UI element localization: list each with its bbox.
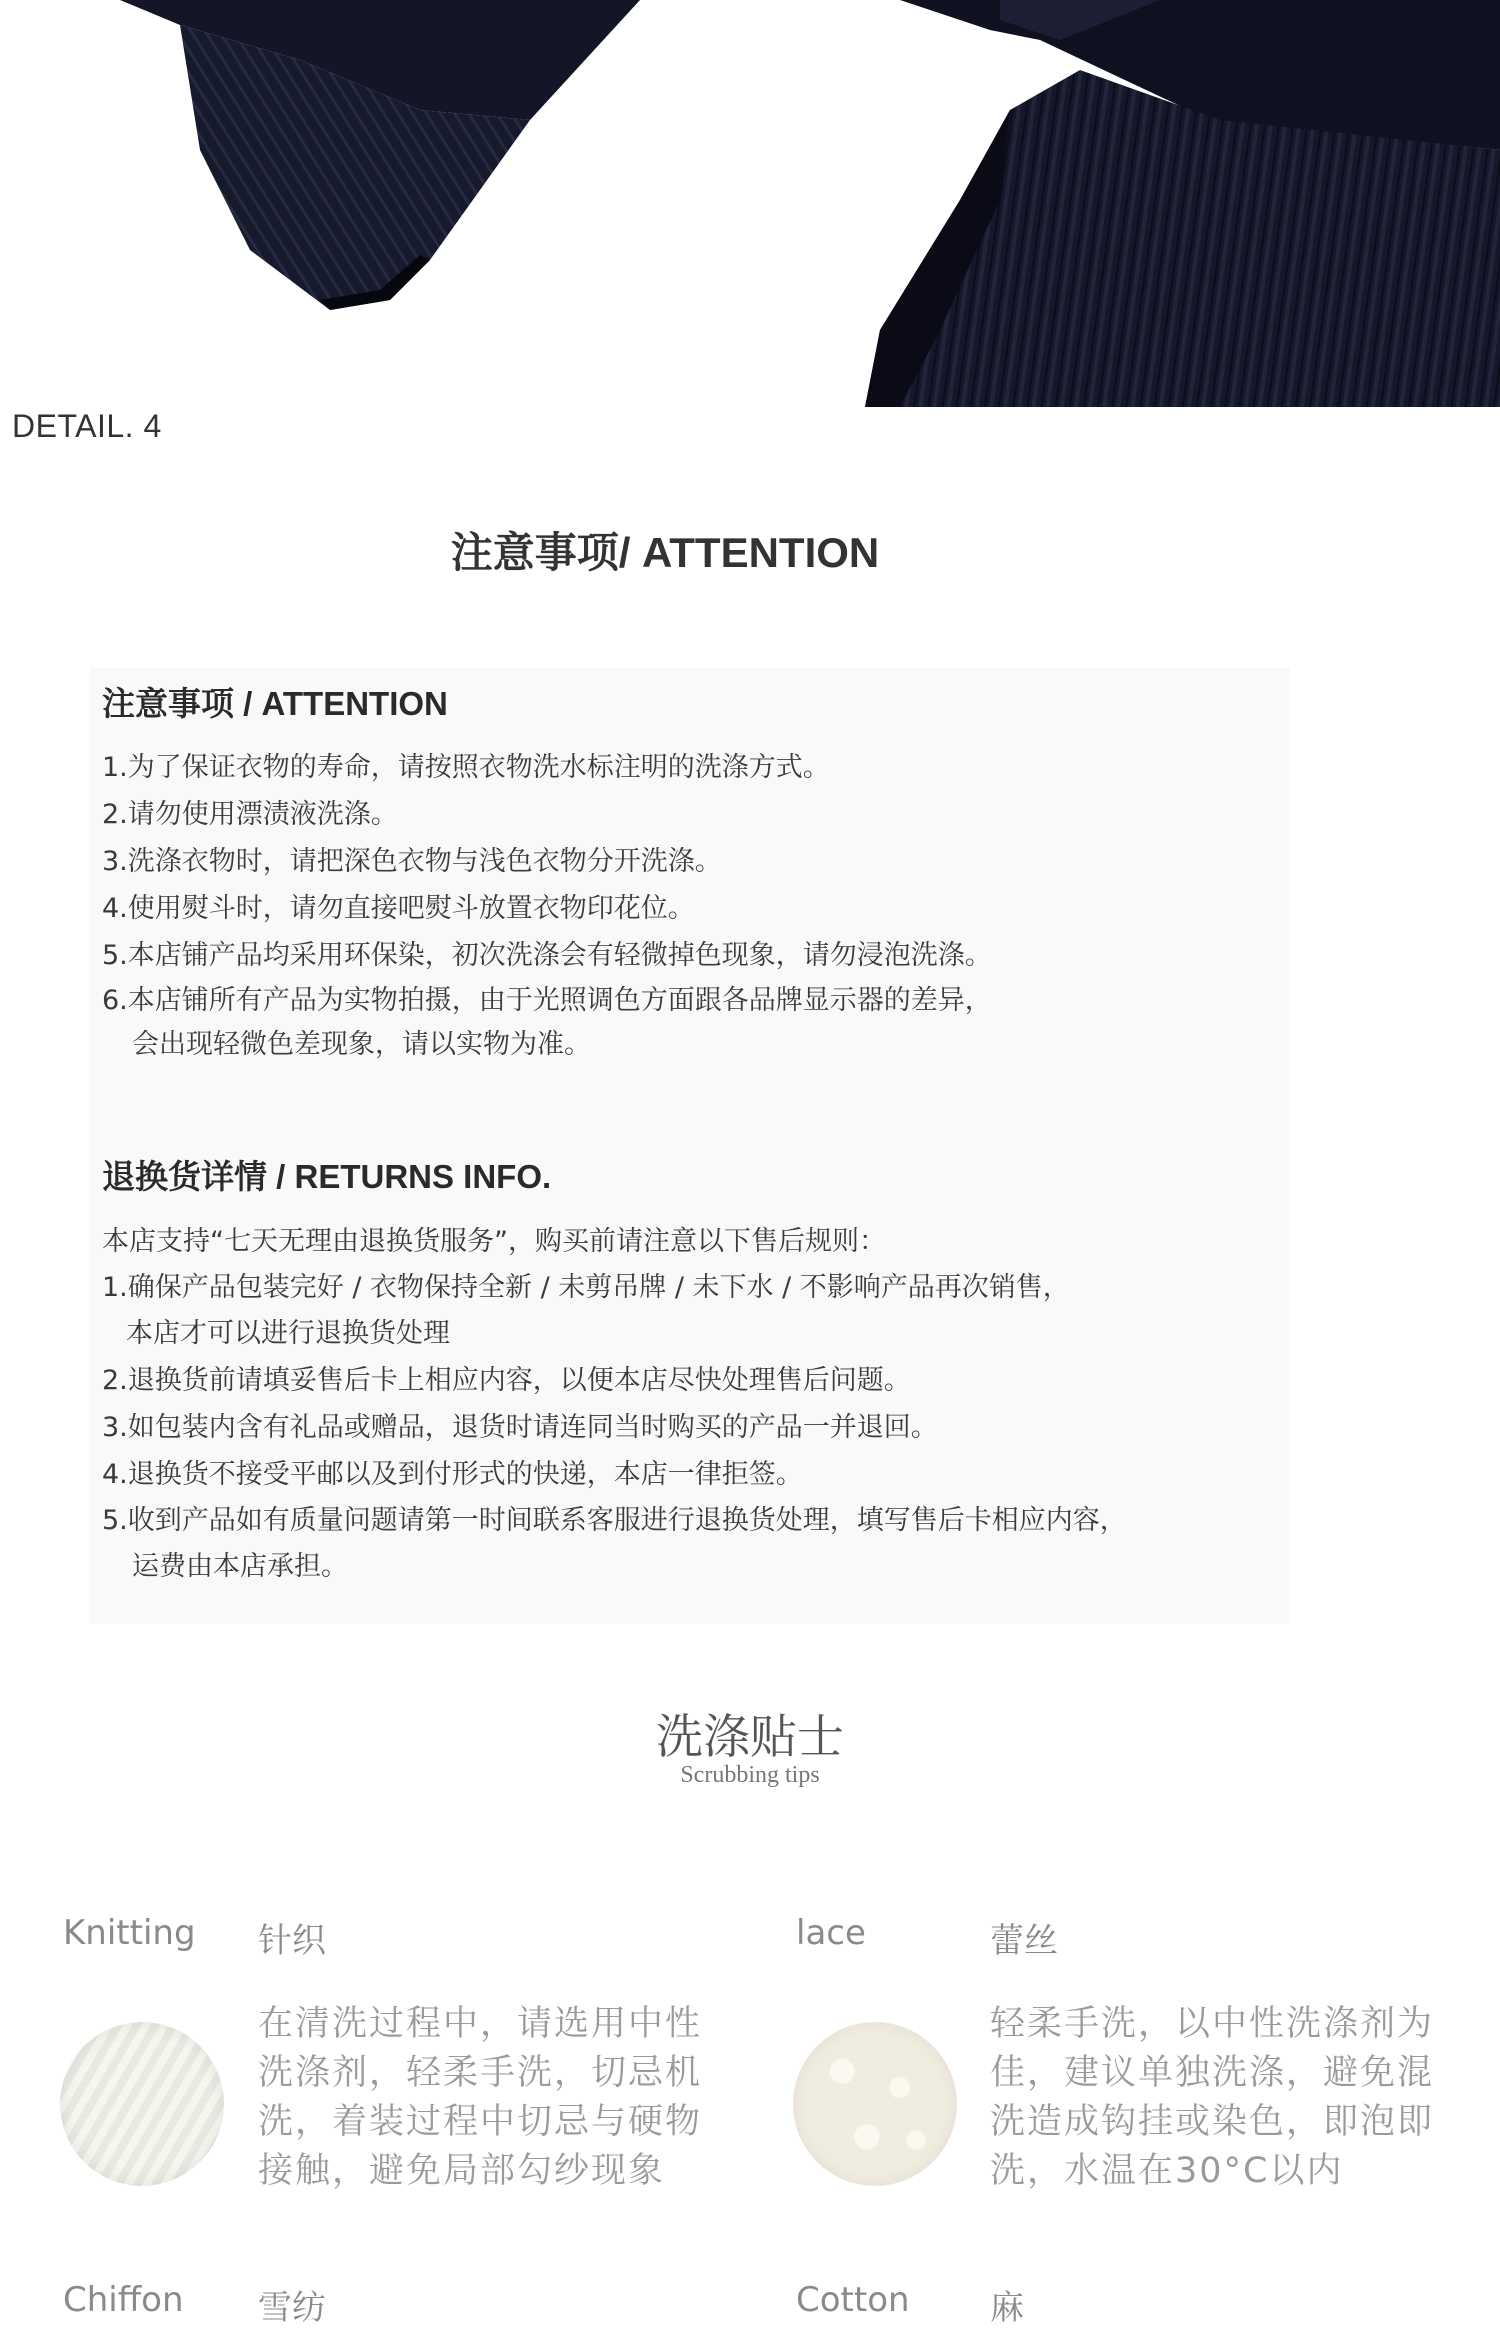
returns-intro: 本店支持“七天无理由退换货服务”，购买前请注意以下售后规则： (102, 1226, 886, 1257)
list-item: 3.洗涤衣物时，请把深色衣物与浅色衣物分开洗涤。 (102, 846, 722, 877)
fabric-name-cn: 针织 (258, 1921, 326, 1961)
fabric-name-en: Knitting (63, 1913, 196, 1953)
lace-swatch-image (793, 2022, 957, 2186)
fabric-description: 轻柔手洗，以中性洗涤剂为佳，建议单独洗涤，避免混洗造成钩挂或染色，即泡即洗，水温在30°C以内 (990, 2004, 1435, 2191)
returns-list (102, 1218, 1127, 1590)
list-item: 6.本店铺所有产品为实物拍摄，由于光照调色方面跟各品牌显示器的差异， 会出现轻微色差现象，请以实物为准。 (102, 985, 992, 1060)
returns-heading: 退换货详情 / RETURNS INFO. (102, 1158, 552, 1195)
fabric-name-en: Chiffon (63, 2280, 184, 2320)
fabric-name-cn: 雪纺 (258, 2288, 326, 2328)
list-item: 3.如包装内含有礼品或赠品，退货时请连同当时购买的产品一并退回。 (102, 1412, 938, 1443)
list-item: 4.使用熨斗时，请勿直接吧熨斗放置衣物印花位。 (102, 893, 695, 924)
list-item: 2.请勿使用漂渍液洗涤。 (102, 799, 398, 830)
tips-subtitle: Scrubbing tips (680, 1762, 820, 1788)
fabric-name-en: lace (796, 1913, 866, 1953)
fabric-name-cn: 蕾丝 (990, 1921, 1058, 1961)
attention-heading: 注意事项 / ATTENTION (102, 685, 448, 722)
attention-panel (90, 668, 1290, 1624)
sleeve-cuff-image (0, 0, 1500, 407)
attention-list (102, 744, 992, 1067)
tips-title: 洗涤贴士 (656, 1710, 844, 1765)
page-title: 注意事项/ ATTENTION (450, 529, 880, 576)
list-item: 5.收到产品如有质量问题请第一时间联系客服进行退换货处理，填写售后卡相应内容， 运费由本店承担。 (102, 1505, 1127, 1582)
list-item: 1.确保产品包装完好 / 衣物保持全新 / 未剪吊牌 / 未下水 / 不影响产品再次销售， 本店才可以进行退换货处理 (102, 1272, 1070, 1349)
list-item: 2.退换货前请填妥售后卡上相应内容，以便本店尽快处理售后问题。 (102, 1365, 911, 1396)
list-item: 5.本店铺产品均采用环保染，初次洗涤会有轻微掉色现象，请勿浸泡洗涤。 (102, 940, 992, 971)
detail-caption: DETAIL. 4 (12, 408, 162, 444)
fabric-description: 在清洗过程中，请选用中性洗涤剂，轻柔手洗，切忌机洗，着装过程中切忌与硬物接触，避免局部勾纱现象 (258, 2004, 703, 2191)
list-item: 1.为了保证衣物的寿命，请按照衣物洗水标注明的洗涤方式。 (102, 752, 830, 783)
knitting-swatch-image (60, 2022, 224, 2186)
fabric-name-cn: 麻 (990, 2288, 1024, 2328)
fabric-name-en: Cotton (796, 2280, 910, 2320)
list-item: 4.退换货不接受平邮以及到付形式的快递，本店一律拒签。 (102, 1459, 803, 1490)
product-detail-photo (0, 0, 1500, 407)
